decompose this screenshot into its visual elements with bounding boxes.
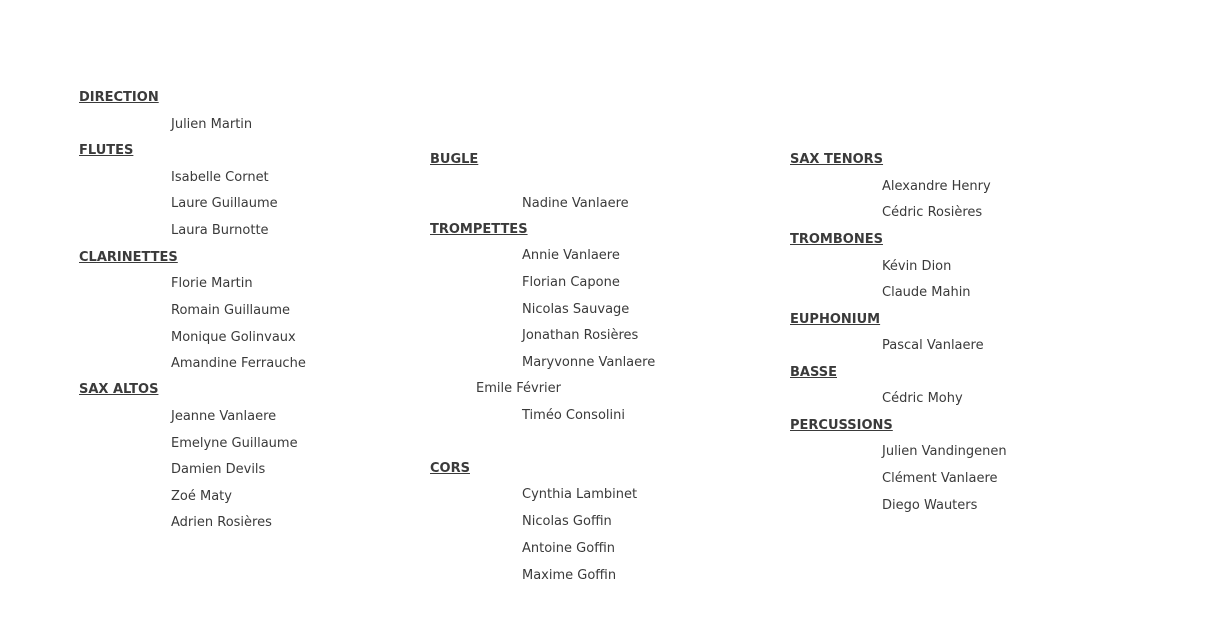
member-name: Clément Vanlaere <box>882 471 998 486</box>
member-name: Julien Martin <box>171 117 253 132</box>
member-name: Maxime Goffin <box>522 568 617 583</box>
member-name: Nicolas Sauvage <box>522 302 630 317</box>
section-heading-direction: DIRECTION <box>79 90 159 105</box>
section-heading-trompettes: TROMPETTES <box>430 222 528 237</box>
member-name: Emelyne Guillaume <box>171 436 298 451</box>
member-name: Nadine Vanlaere <box>522 196 629 211</box>
member-name: Antoine Goffin <box>522 541 615 556</box>
member-name: Nicolas Goffin <box>522 514 612 529</box>
member-name: Zoé Maty <box>171 489 232 504</box>
section-heading-euphonium: EUPHONIUM <box>790 312 881 327</box>
member-name: Maryvonne Vanlaere <box>522 355 656 370</box>
member-name: Monique Golinvaux <box>171 330 296 345</box>
member-name: Isabelle Cornet <box>171 170 269 185</box>
member-name: Amandine Ferrauche <box>171 356 306 371</box>
section-heading-clarinettes: CLARINETTES <box>79 250 178 265</box>
member-name: Damien Devils <box>171 462 266 477</box>
member-name: Adrien Rosières <box>171 515 272 530</box>
member-name: Jeanne Vanlaere <box>171 409 277 424</box>
member-name: Emile Février <box>476 381 561 396</box>
member-name: Kévin Dion <box>882 259 952 274</box>
section-heading-sax-tenors: SAX TENORS <box>790 152 884 167</box>
member-name: Pascal Vanlaere <box>882 338 984 353</box>
member-name: Cédric Rosières <box>882 205 983 220</box>
section-heading-bugle: BUGLE <box>430 152 479 167</box>
member-name: Timéo Consolini <box>522 408 625 423</box>
member-name: Alexandre Henry <box>882 179 991 194</box>
member-name: Laure Guillaume <box>171 196 278 211</box>
member-name: Diego Wauters <box>882 498 978 513</box>
member-name: Florie Martin <box>171 276 253 291</box>
member-name: Laura Burnotte <box>171 223 269 238</box>
member-name: Claude Mahin <box>882 285 971 300</box>
member-name: Annie Vanlaere <box>522 248 620 263</box>
member-name: Florian Capone <box>522 275 620 290</box>
member-name: Jonathan Rosières <box>522 328 639 343</box>
section-heading-sax-altos: SAX ALTOS <box>79 382 159 397</box>
section-heading-flutes: FLUTES <box>79 143 134 158</box>
section-heading-trombones: TROMBONES <box>790 232 883 247</box>
section-heading-cors: CORS <box>430 461 470 476</box>
section-heading-percussions: PERCUSSIONS <box>790 418 893 433</box>
member-name: Romain Guillaume <box>171 303 291 318</box>
member-name: Cynthia Lambinet <box>522 487 638 502</box>
member-name: Julien Vandingenen <box>882 444 1007 459</box>
section-heading-basse: BASSE <box>790 365 837 380</box>
member-name: Cédric Mohy <box>882 391 963 406</box>
